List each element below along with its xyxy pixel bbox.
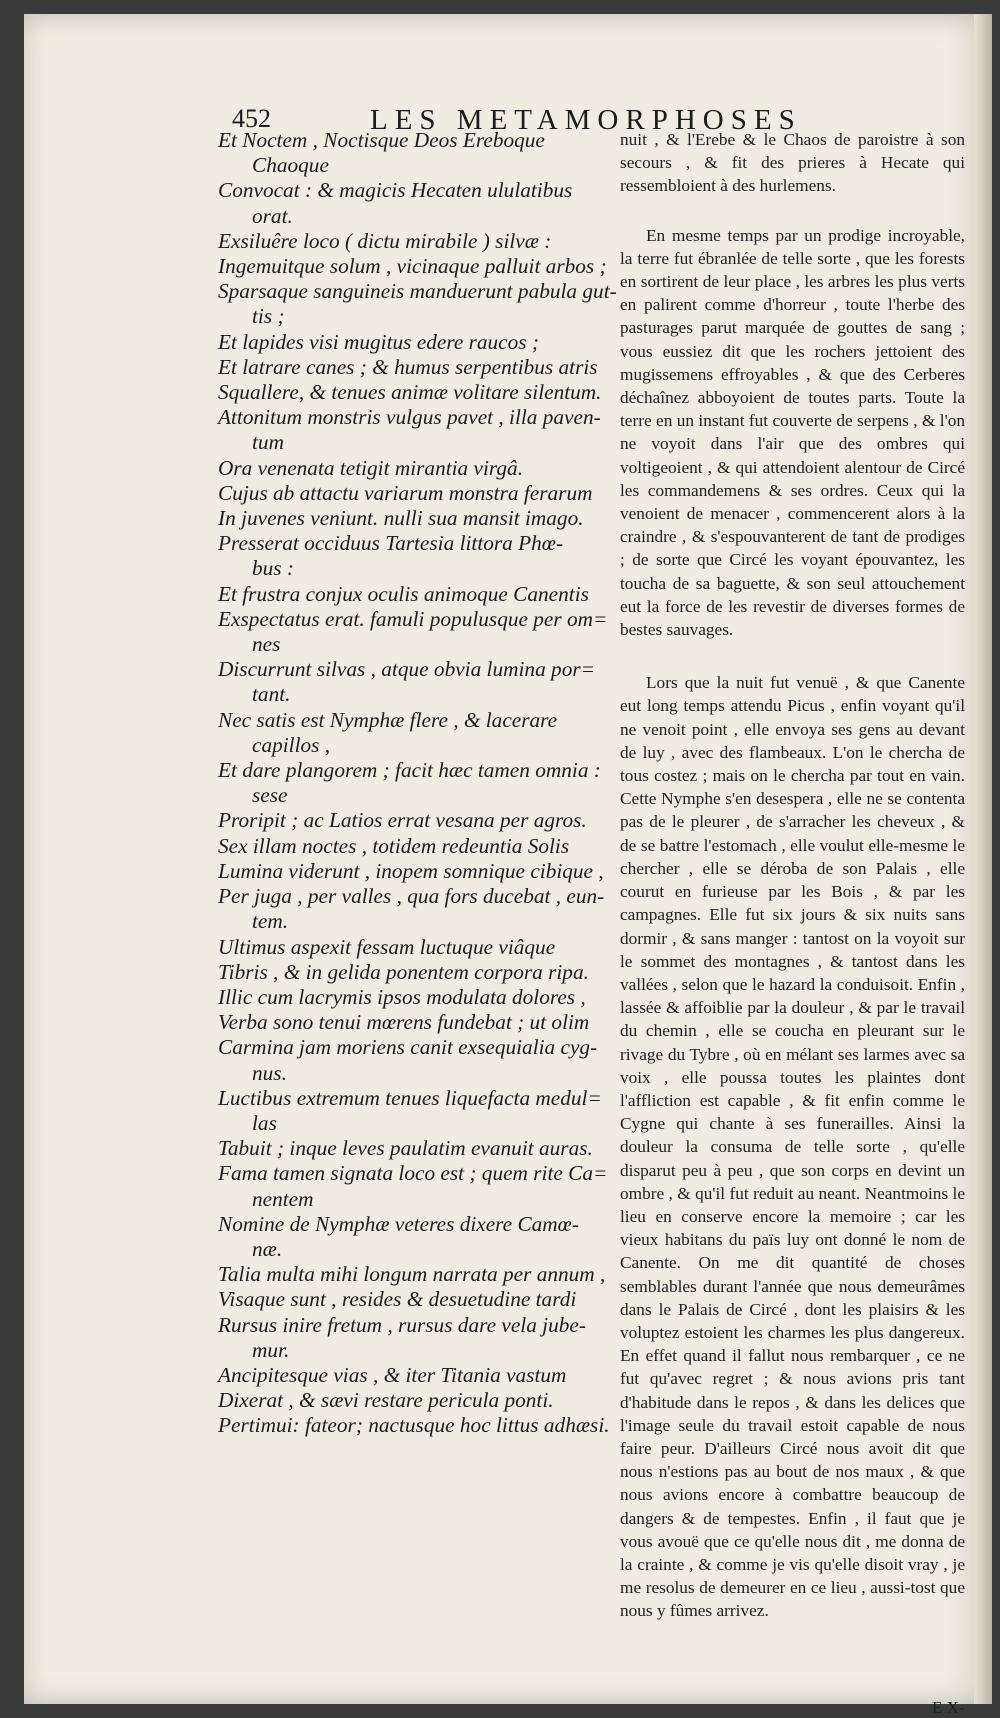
latin-verse-line: Et latrare canes ; & humus serpentibus atris xyxy=(218,354,598,379)
page-edge-shadow xyxy=(974,14,992,1704)
latin-verse-line: tem. xyxy=(252,909,289,934)
latin-verse-line: Et Noctem , Noctisque Deos Ereboque xyxy=(218,128,545,152)
latin-verse-line: In juvenes veniunt. nulli sua mansit imago. xyxy=(218,506,584,531)
latin-verse-line: Illic cum lacrymis ipsos modulata dolores , xyxy=(218,984,586,1009)
latin-verse-line: Fama tamen signata loco est ; quem rite Ca= xyxy=(218,1161,608,1186)
latin-verse-line: Visaque sunt , resides & desuetudine tardi xyxy=(218,1287,577,1312)
latin-verse-line: Per juga , per valles , qua fors ducebat , eun- xyxy=(218,884,605,909)
latin-verse-line: Rursus inire fretum , rursus dare vela jube- xyxy=(218,1312,586,1337)
french-prose-column xyxy=(620,128,965,1623)
latin-verse-line: tis ; xyxy=(252,304,285,329)
latin-verse-line: Tabuit ; inque leves paulatim evanuit auras. xyxy=(218,1136,593,1161)
latin-verse-line: Ancipitesque vias , & iter Titania vastum xyxy=(218,1362,567,1387)
french-paragraph-1: nuit , & l'Erebe & le Chaos de paroistre à son secours , & fit des prieres à Hecate qui ressembloient à des hurlemens. xyxy=(620,130,965,196)
latin-verse-line: capillos , xyxy=(252,732,331,757)
latin-verse-line: Dixerat , & sævi restare pericula ponti. xyxy=(218,1388,554,1413)
latin-verse-line: Verba sono tenui mœrens fundebat ; ut olim xyxy=(218,1010,590,1035)
latin-verse-line: Nec satis est Nymphæ flere , & lacerare xyxy=(218,707,558,732)
latin-verse-line: Exsiluêre loco ( dictu mirabile ) silvæ : xyxy=(218,228,552,253)
latin-verse-line: Ultimus aspexit fessam luctuque viâque xyxy=(218,934,556,959)
latin-verse-column xyxy=(218,128,617,1439)
latin-verse-line: Cujus ab attactu variarum monstra ferarum xyxy=(218,480,593,505)
french-paragraph-3: Lors que la nuit fut venuë , & que Canente eut long temps attendu Picus , enfin voyant qu'il ne venoit point , elle envoya ses gens au devant de luy , avec des flambeaux. L'on le chercha de tous costez ; mais on le chercha par tout en vain. Cette Nymphe s'en desespera , elle ne se contenta pas de le pleurer , de s'arracher les cheveux , & de se battre l'estomach , elle voulut elle-mesme le chercher , elle se déroba de son Palais , elle courut en furieuse par les Bois , & par les campagnes. Elle fut six jours & six nuits sans dormir , & sans manger : tantost on la voyoit sur le sommet des montagnes , & tantost dans les vallées , selon que le hazard la conduisoit. Enfin , lassée & affoiblie par la douleur , & par le travail du chemin , elle se coucha en pleurant sur le rivage du Tybre , où en mélant ses larmes avec sa voix , elle poussa toutes les plaintes dont l'affliction est capable , & fit enfin comme le Cygne qui chante à ses funerailles. Ainsi la douleur la consuma de telle sorte , qu'elle disparut peu à peu , que son corps en devint un ombre , & qu'il fut reduit au neant. Neantmoins le lieu en conserve encore la memoire ; car les vieux habitans du païs luy ont donné le nom de Canente. On me dit quantité de choses semblables durant l'année que nous demeurâmes dans le Palais de Circé , dont les plaisirs & les voluptez estoient les charmes les plus dangereux. En effet quand il fallut nous rembarquer , ce ne fut qu'avec regret ; & nous avions pris tant d'habitude dans le repos , & dans les delices que l'image seule du travail estoit capable de nous faire peur. D'ailleurs Circé nous avoit dit que nous n'estions pas au bout de nos maux , & que nous avions encore à combattre beaucoup de dangers & de tempestes. Enfin , il faut que je vous avouë que ce qu'elle nous dit , me donna de la crainte , & comme je vis qu'elle disoit vray , je me resolus de demeurer en ce lieu , aussi-tost que nous y fûmes arrivez. xyxy=(620,673,965,1621)
latin-verse-line: las xyxy=(252,1110,277,1135)
latin-verse-line: sese xyxy=(252,783,288,808)
latin-verse-line: Exspectatus erat. famuli populusque per om= xyxy=(218,606,608,631)
french-paragraph-2: En mesme temps par un prodige incroyable, la terre fut ébranlée de telle sorte , que les forests en sortirent de leur place , les arbres les plus verts en palirent comme d'horreur , toute l'herbe des pasturages parut marquée de gouttes de sang ; vous eussiez dit que les rochers jettoient des mugissemens effroyables , & que des Cerberes déchaînez abboyoient de toutes parts. Toute la terre en un instant fut couverte de serpens , & l'on ne voyoit dans l'air que des ombres qui voltigeoient , & qui attendoient alentour de Circé les commandemens & ses ordres. Ceux qui la venoient de menacer , commencerent alors à la craindre , & s'espouvanterent de tant de prodiges ; de sorte que Circé les voyant épouvantez, les toucha de sa baguette, & son seul attouchement eut la force de les revestir de diverses formes de bestes sauvages. xyxy=(620,225,965,640)
latin-verse-line: orat. xyxy=(252,203,293,228)
latin-verse-line: Ora venenata tetigit mirantia virgâ. xyxy=(218,455,524,480)
latin-verse-line: tum xyxy=(252,430,284,455)
latin-verse-line: Pertimui: fateor; nactusque hoc littus adhæsi. xyxy=(218,1413,610,1438)
latin-verse-line: Sex illam noctes , totidem redeuntia Solis xyxy=(218,833,570,858)
latin-verse-line: Nomine de Nymphæ veteres dixere Camœ- xyxy=(218,1211,579,1236)
latin-verse-line: Chaoque xyxy=(252,153,329,178)
latin-verse-line: Presserat occiduus Tartesia littora Phœ- xyxy=(218,531,564,556)
latin-verse-line: Discurrunt silvas , atque obvia lumina por= xyxy=(218,657,596,682)
latin-verse-line: Sparsaque sanguineis manduerunt pabula gut- xyxy=(218,279,617,304)
latin-verse-line: næ. xyxy=(252,1236,283,1261)
latin-verse-line: nentem xyxy=(252,1186,314,1211)
latin-verse-line: Proripit ; ac Latios errat vesana per agros. xyxy=(218,808,587,833)
latin-verse-line: Et lapides visi mugitus edere raucos ; xyxy=(218,329,539,354)
latin-verse-line: Talia multa mihi longum narrata per annum , xyxy=(218,1262,606,1287)
latin-verse-line: Carmina jam moriens canit exsequialia cyg- xyxy=(218,1035,598,1060)
running-title: LES METAMORPHOSES xyxy=(370,104,802,136)
latin-verse-line: tant. xyxy=(252,682,291,707)
latin-verse-line: Tibris , & in gelida ponentem corpora ripa. xyxy=(218,959,589,984)
latin-verse-line: nes xyxy=(252,632,281,657)
latin-verse-line: Attonitum monstris vulgus pavet , illa paven- xyxy=(218,405,601,430)
latin-verse-line: Ingemuitque solum , vicinaque palluit arbos ; xyxy=(218,254,607,279)
latin-verse-line: Luctibus extremum tenues liquefacta medul= xyxy=(218,1085,602,1110)
latin-verse-line: mur. xyxy=(252,1337,290,1362)
latin-verse-line: bus : xyxy=(252,556,295,581)
latin-verse-line: Et frustra conjux oculis animoque Canentis xyxy=(218,581,589,606)
latin-verse-line: nus. xyxy=(252,1060,287,1085)
latin-verse-line: Et dare plangorem ; facit hæc tamen omnia : xyxy=(218,758,601,783)
catchword: E X- xyxy=(932,1698,965,1717)
latin-verse-line: Squallere, & tenues animæ volitare silentum. xyxy=(218,380,602,405)
page-number: 452 xyxy=(232,104,271,133)
latin-verse-line: Convocat : & magicis Hecaten ululatibus xyxy=(218,178,573,203)
latin-verse-line: Lumina viderunt , inopem somnique cibique , xyxy=(218,858,604,883)
